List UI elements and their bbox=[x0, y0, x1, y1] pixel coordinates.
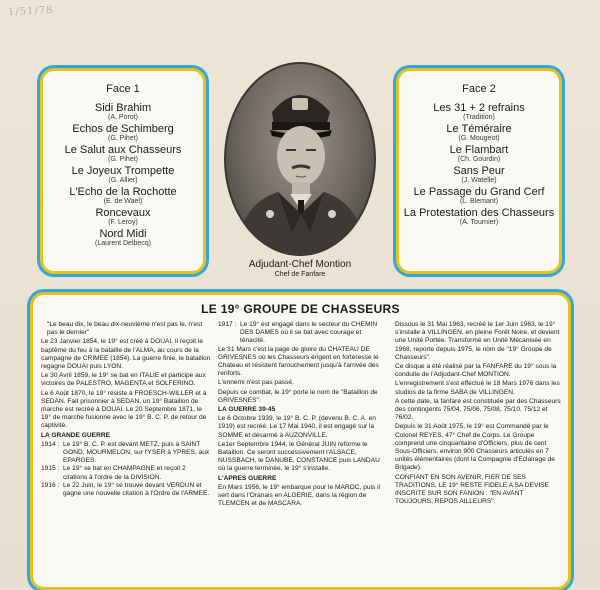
liner-notes-title: LE 19° GROUPE DE CHASSEURS bbox=[201, 302, 400, 316]
face-1-track-list bbox=[43, 103, 203, 247]
track-composer: (G. Pihet) bbox=[108, 135, 138, 142]
history-paragraph: Le 30 Avril 1859, le 19° se bat en ITALIE et participe aux victoires de PALESTRO, MAGENTA et SOLFERINO. bbox=[41, 372, 206, 388]
track-title: Sidi Brahim bbox=[94, 102, 152, 114]
track-entry bbox=[399, 187, 559, 205]
portrait-photo bbox=[224, 62, 376, 256]
credits-paragraph: L'enregistrement s'est effectué le 18 Mars 1976 dans les studios de la firme SABA de VILLINGEN. bbox=[395, 380, 560, 396]
year-entry bbox=[41, 465, 211, 481]
history-paragraph: Dissous le 31 Mai 1963, recréé le 1er Juin 1963, le 19° s'installe à VILLINGEN, en pleine Forêt Noire, et devient une Unité Portée. Transformé en Unité Mécanisée en 1968, reporte depuis 1975, le nom de "19° Groupe de Chasseurs". bbox=[395, 321, 560, 361]
portrait-frame bbox=[224, 62, 376, 258]
year-entry bbox=[41, 482, 211, 498]
track-composer: (A. Porot) bbox=[108, 114, 138, 121]
year-text: Le 22 Juin, le 19° se trouve devant VERDUN et gagne une nouvelle citation à l'Ordre de l'ARMEE. bbox=[63, 481, 210, 498]
face-2-panel bbox=[396, 68, 562, 274]
track-title: L'Echo de la Rochotte bbox=[69, 186, 177, 198]
year-entry bbox=[41, 441, 211, 466]
year-text: Le 19° se bat en CHAMPAGNE et reçoit 2 citations à l'ordre de la DIVISION. bbox=[63, 465, 186, 481]
motto-quote: "Le beau dix, le beau dix-neuvième n'est pas le, n'est pas le dernier" bbox=[47, 321, 203, 337]
year-label: 1916 : bbox=[41, 481, 60, 489]
section-heading: LA GRANDE GUERRE bbox=[41, 431, 110, 439]
year-text: Le 19° est engagé dans le secteur du CHEMIN DES DAMES où il se bat avec courage et ténacité. bbox=[240, 321, 378, 345]
motto-paragraph: CONFIANT EN SON AVENIR, FIER DE SES TRADITIONS, LE 19° RESTE FIDELE A SA DEVISE INSCRITE SUR SON FANION : "EN AVANT TOUJOURS, REPOS AILLEURS". bbox=[395, 473, 549, 506]
history-paragraph: Depuis ce combat, le 19° porte le nom de "Bataillon de GRIVESNES". bbox=[218, 388, 378, 404]
track-entry bbox=[43, 187, 203, 205]
track-title: Le Joyeux Trompette bbox=[71, 165, 175, 177]
year-text: Le 19° B. C. P. est devant METZ, puis à SAINT GOND, MOURMELON, sur l'YSER à YPRES, aux EPARGES. bbox=[63, 440, 210, 465]
track-title: Le Téméraire bbox=[446, 123, 512, 135]
liner-notes-column-2 bbox=[218, 321, 388, 509]
track-title: Le Passage du Grand Cerf bbox=[413, 186, 545, 198]
credits-paragraph: Depuis le 31 Août 1975, le 19° est Commandé par le Colonel REYES, 47° Chef de Corps. Le Groupe comprend une cinquantaine d'Officiers, plus de cent Sous-Officiers, environ 900 Chasseurs articulés en 7 unités élémentaires (dont la Compagnie d'Eclairage de Brigade). bbox=[395, 423, 555, 472]
liner-notes-panel bbox=[30, 292, 571, 590]
track-title: Le Flambart bbox=[449, 144, 509, 156]
track-entry bbox=[43, 208, 203, 226]
liner-notes-column-1 bbox=[41, 321, 211, 498]
track-title: Le Salut aux Chasseurs bbox=[64, 144, 182, 156]
year-entry bbox=[218, 321, 388, 346]
track-composer: (Tradition) bbox=[463, 114, 495, 121]
face-2-title: Face 2 bbox=[462, 83, 496, 95]
credits-paragraph: Ce disque a été réalisé par la FANFARE du 19° sous la conduite de l'Adjudant-Chef MONTION. bbox=[395, 363, 557, 379]
badge-icon bbox=[292, 98, 308, 110]
track-entry bbox=[399, 208, 559, 226]
track-title: Echos de Schimberg bbox=[72, 123, 174, 135]
track-composer: (Ch. Gourdin) bbox=[457, 156, 501, 163]
history-paragraph: L'ennemi n'est pas passé. bbox=[218, 379, 294, 387]
track-title: Roncevaux bbox=[95, 207, 151, 219]
track-composer: (J. Watelle) bbox=[461, 177, 497, 184]
track-title: Nord Midi bbox=[99, 228, 147, 240]
history-paragraph: Le1er Septembre 1944, le Général JUIN reforme le Bataillon. Ce seront successivement l'ALSACE, NUSSBACH, le DANUBE, CONSTANCE puis LANDAU où la guerre terminée, le 19° s'installe. bbox=[218, 440, 380, 473]
section-heading: LA GUERRE 39-45 bbox=[218, 406, 276, 414]
year-label: 1915 : bbox=[41, 465, 60, 473]
track-entry bbox=[43, 124, 203, 142]
track-composer: (G. Pihet) bbox=[108, 156, 138, 163]
track-composer: (Laurent Delbecq) bbox=[94, 240, 152, 247]
track-entry bbox=[399, 166, 559, 184]
face-2-track-list bbox=[399, 103, 559, 226]
track-entry bbox=[399, 103, 559, 121]
history-paragraph: Le 23 Janvier 1854, le 19° est créé à DOUAI. Il reçoit le baptême du feu à la bataille de l'ALMA, au cours de la campagne de CRIMEE (1854). La guerre finie, le bataillon regagne DOUAI puis LYON. bbox=[41, 338, 211, 371]
history-paragraph: Le 6 Août 1870, le 19° résiste à FROESCH-WILLER et à SEDAN. Fait prisonnier à SEDAN, un 19° Bataillon de marche est recréé à DOUAI. Le 20 Septembre 1871, le 19° de marche fusionne avec le 19° B. C. P. de retour de captivité. bbox=[41, 389, 207, 430]
track-entry bbox=[43, 103, 203, 121]
portrait-illustration bbox=[226, 64, 374, 254]
track-entry bbox=[399, 145, 559, 163]
section-heading: L'APRES GUERRE bbox=[218, 474, 277, 482]
credits-paragraph: A cette date, la fanfare est constituée par des Chasseurs des contingents 75/04, 75/06, 75/08, 75/10, 75/12 et 76/02. bbox=[395, 397, 561, 422]
track-entry bbox=[43, 229, 203, 247]
track-title: Sans Peur bbox=[453, 165, 505, 177]
track-entry bbox=[43, 145, 203, 163]
track-title: La Protestation des Chasseurs bbox=[403, 207, 555, 219]
collar-insignia-icon bbox=[266, 210, 274, 218]
face-1-title: Face 1 bbox=[106, 83, 140, 95]
history-paragraph: Le 31 Mars c'est la page de gloire du CHATEAU DE GRIVESNES où les Chasseurs érigent en forteresse le Chateau et résistent farouchement jusqu'à l'arrivée des renforts. bbox=[218, 345, 379, 378]
track-entry bbox=[399, 124, 559, 142]
track-composer: (G. Allier) bbox=[108, 177, 138, 184]
track-composer: (G. Mougeot) bbox=[458, 135, 500, 142]
year-label: 1914 : bbox=[41, 440, 60, 448]
track-composer: (E. de Wael) bbox=[103, 198, 143, 205]
track-title: Les 31 + 2 refrains bbox=[433, 102, 525, 114]
portrait-caption-name: Adjudant-Chef Montion bbox=[248, 259, 352, 270]
year-label: 1917 : bbox=[218, 321, 237, 328]
face-1-panel bbox=[40, 68, 206, 274]
track-composer: (F. Leroy) bbox=[108, 219, 138, 226]
liner-notes-column-3 bbox=[395, 321, 563, 507]
track-entry bbox=[43, 166, 203, 184]
handwritten-note: 1/51/78 bbox=[7, 4, 54, 19]
track-composer: (L. Blemant) bbox=[459, 198, 499, 205]
history-paragraph: Le 6 Octobre 1939, le 19° B. C. P. (devenu B. C. A. en 1919) est recréé. Le 17 Mai 1940, il est engagé sur la SOMME et désarmé à AUZONVILLE. bbox=[218, 415, 376, 439]
history-paragraph: En Mars 1956, le 19° embarque pour le MAROC, puis il sert dans l'Oranais en ALGERIE, dans la région de TLEMCEN et de MASCARA. bbox=[218, 483, 381, 508]
track-composer: (A. Tournier) bbox=[459, 219, 499, 226]
portrait-caption-role: Chef de Fanfare bbox=[274, 271, 326, 278]
